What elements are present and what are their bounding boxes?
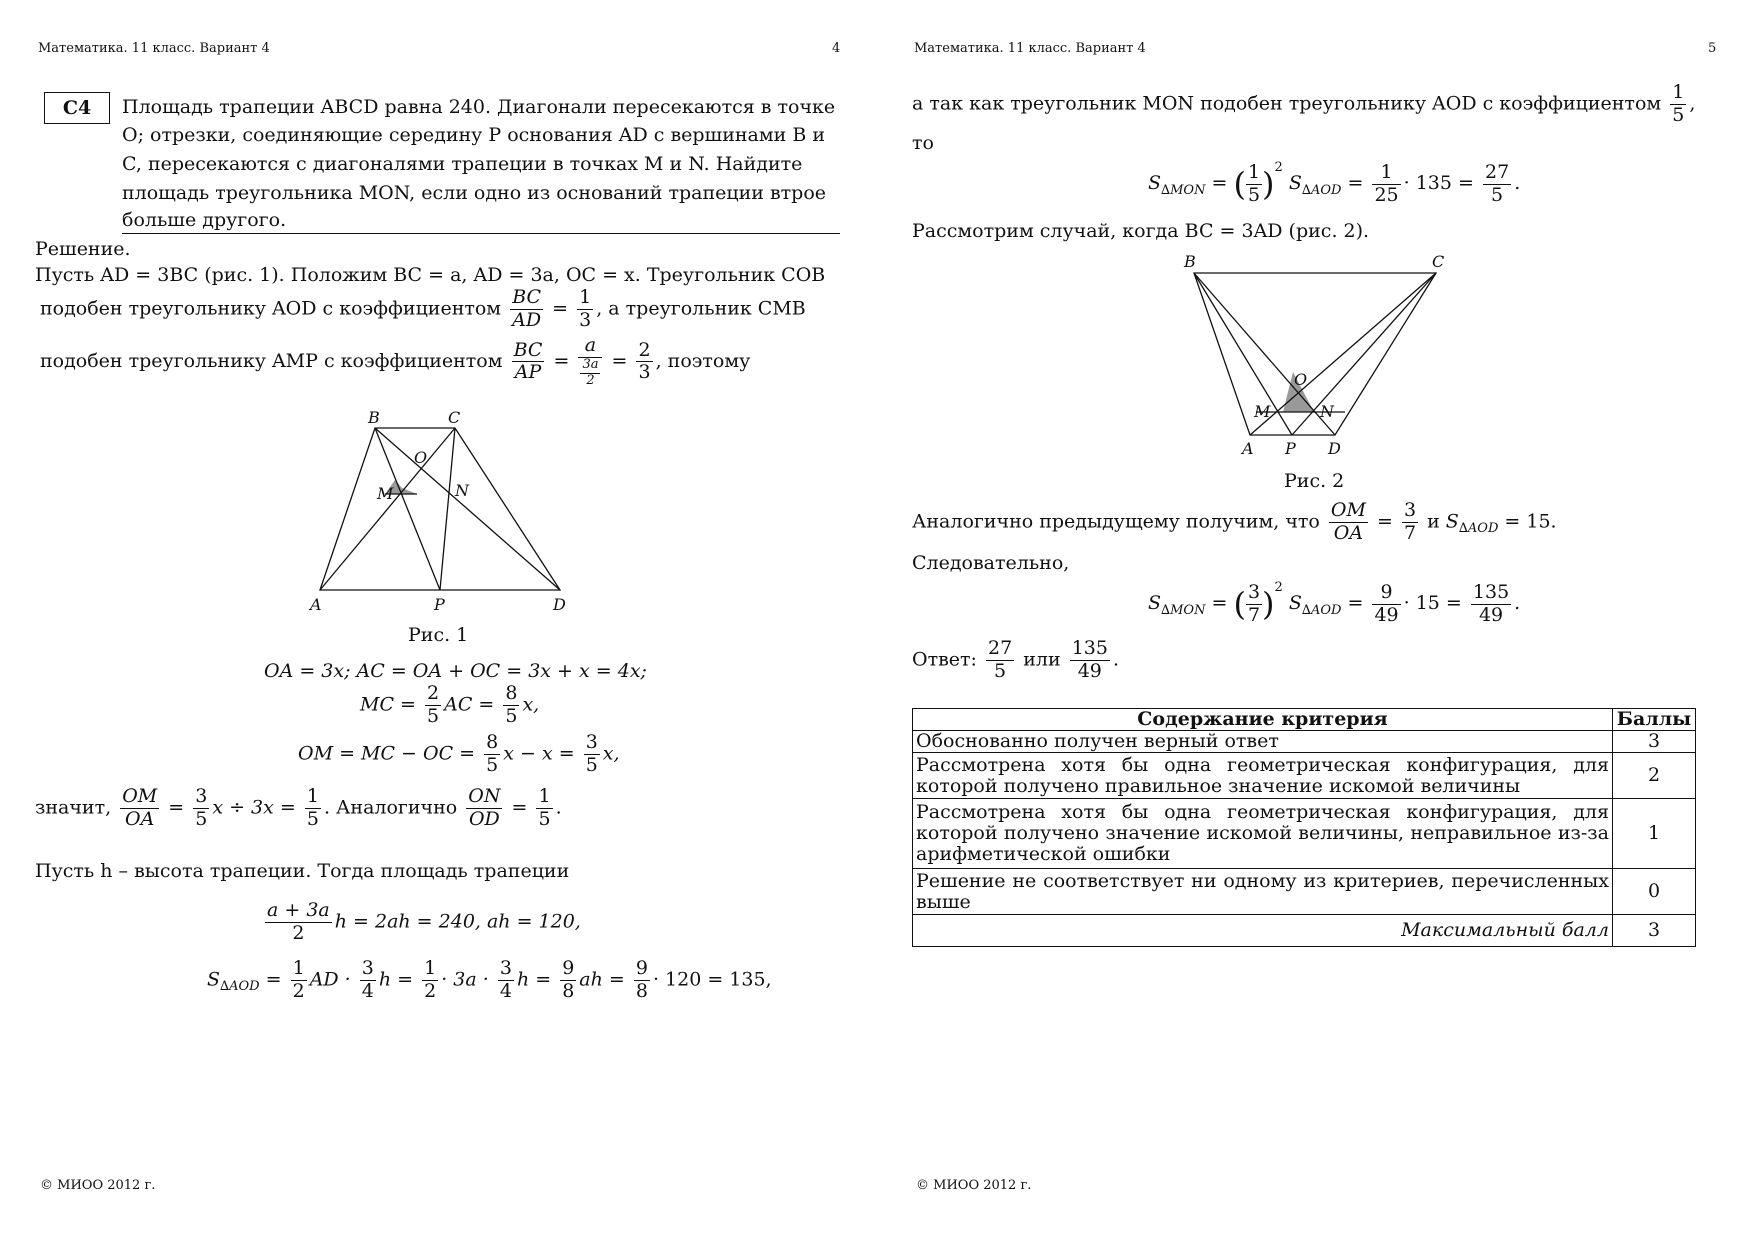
table-row [913, 753, 1696, 799]
solution-heading: Решение. [35, 238, 131, 260]
figure-1-trapezoid [300, 405, 590, 615]
fig1-label-p: P [434, 595, 445, 614]
answer-line: Ответ: $\frac{27}{5}$ или $\frac{135}{49}$ . [912, 637, 1119, 682]
right-footer: © МИОО 2012 г. [916, 1178, 1032, 1193]
task-line-4: площадь треугольника MON, если одно из оснований трапеции втрое [122, 182, 827, 204]
sol-line2-text-b: , а треугольник CMB [596, 297, 806, 320]
fig2-label-n: N [1320, 402, 1334, 421]
solution-line-1: Пусть AD = 3BC (рис. 1). Положим BC = a, AD = 3a, OC = x. Треугольник COB [35, 264, 826, 286]
frac-one-third: $\frac{1}{3}$ [579, 286, 592, 331]
formula-s-aod: $S_{\Delta AOD}$ = $\frac{1}{2}$ AD · $\frac{3}{4}$ h = $\frac{1}{2}$ · 3a · $\frac{3}{4}$ h = $\frac{9}{8}$ ah = $\frac{9}{8}$ · 120 = 135, [207, 957, 772, 1002]
max-score-label: Максимальный балл [913, 915, 1613, 947]
formula-mc: MC = $\frac{2}{5}$ AC = $\frac{8}{5}$ x, [360, 682, 540, 727]
criteria-header: Содержание критерия [913, 709, 1613, 731]
task-label: C4 [44, 92, 110, 124]
frac-bc-ap: $\frac{BC}{AP}$ [513, 338, 543, 384]
frac-a-over-3a2: $\frac{a}{\frac{3a}{2}}$ [578, 335, 602, 389]
frac-bc-ad: $\frac{BC}{AD}$ [512, 286, 542, 331]
formula-s-mon-2: $S_{\Delta MON}$ = ( $\frac{3}{7}$ )$^2$ $S_{\Delta AOD}$ = $\frac{9}{49}$ · 15 = $\frac{135}{49}$ . [1148, 580, 1521, 626]
right-line-1: а так как треугольник MON подобен треугольнику AOD с коэффициентом $\frac{1}{5}$ , [912, 81, 1696, 126]
fig1-label-b: B [368, 408, 380, 427]
left-footer: © МИОО 2012 г. [40, 1178, 156, 1193]
table-row [913, 731, 1696, 753]
consequently-line: Следовательно, [912, 552, 1070, 574]
formula-om: OM = MC − OC = $\frac{8}{5}$ x − x = $\frac{3}{5}$ x, [298, 731, 620, 776]
fig2-label-p: P [1285, 439, 1296, 458]
fig1-label-o: O [414, 448, 428, 467]
fig1-label-c: C [448, 408, 461, 427]
formula-s-mon-1: $S_{\Delta MON}$ = ( $\frac{1}{5}$ )$^2$ $S_{\Delta AOD}$ = $\frac{1}{25}$ · 135 = $\frac{27}{5}$ . [1148, 160, 1521, 206]
fig1-label-m: M [377, 484, 394, 503]
figure-2-trapezoid [1180, 248, 1450, 458]
formula-area: $\frac{a + 3a}{2}$ h = 2ah = 240, ah = 120, [267, 899, 581, 944]
criteria-text: Решение не соответствует ни одному из критериев, перечисленных выше [913, 869, 1613, 915]
frac-two-thirds: $\frac{2}{3}$ [638, 338, 651, 384]
criteria-points: 1 [1613, 799, 1696, 869]
solution-line-3: подобен треугольнику AMP с коэффициентом $\frac{BC}{AP}$ = $\frac{a}{\frac{3a}{2}}$ = $\frac{2}{3}$ , поэтому [40, 334, 751, 388]
left-page-number: 4 [832, 41, 841, 56]
analog-line: Аналогично предыдущему получим, что $\frac{OM}{OA}$ = $\frac{3}{7}$ и $S_{\Delta AOD} = 15$. [912, 499, 1557, 544]
fig1-label-a: A [310, 595, 322, 614]
figure-1-caption: Рис. 1 [408, 624, 469, 646]
height-line: Пусть h – высота трапеции. Тогда площадь трапеции [35, 860, 570, 882]
formula-ratio: значит, $\frac{OM}{OA}$ = $\frac{3}{5}$ x ÷ 3x = $\frac{1}{5}$ . Аналогично $\frac{ON}{OD}$ = $\frac{1}{5}$ . [35, 785, 562, 830]
fig1-label-n: N [455, 481, 469, 500]
fig2-label-m: M [1254, 402, 1271, 421]
max-score-value: 3 [1613, 915, 1696, 947]
task-line-2: O; отрезки, соединяющие середину P основания AD с вершинами B и [122, 124, 826, 146]
table-row [913, 799, 1696, 869]
criteria-table [912, 708, 1696, 947]
case-2-line: Рассмотрим случай, когда BC = 3AD (рис. 2). [912, 220, 1370, 242]
criteria-table-header [913, 709, 1696, 731]
sol-line3-text-b: , поэтому [655, 349, 751, 372]
left-header-title: Математика. 11 класс. Вариант 4 [38, 41, 270, 56]
formula-oa: OA = 3x; AC = OA + OC = 3x + x = 4x; [264, 660, 647, 682]
right-page-number: 5 [1708, 41, 1717, 56]
task-divider [122, 233, 840, 234]
fig2-label-c: C [1432, 252, 1445, 271]
fig1-label-d: D [553, 595, 566, 614]
points-header: Баллы [1613, 709, 1696, 731]
table-row [913, 869, 1696, 915]
sol-line2-text-a: подобен треугольнику AOD с коэффициентом [40, 297, 502, 320]
fig2-label-o: O [1294, 370, 1308, 389]
right-line-to: то [912, 132, 934, 154]
criteria-points: 3 [1613, 731, 1696, 753]
fig2-label-b: B [1184, 252, 1196, 271]
criteria-points: 0 [1613, 869, 1696, 915]
table-row-max [913, 915, 1696, 947]
criteria-text: Рассмотрена хотя бы одна геометрическая конфигурация, для которой получено правильное значение искомой величины [913, 753, 1613, 799]
sol-line3-text-a: подобен треугольнику AMP с коэффициентом [40, 349, 503, 372]
task-line-1: Площадь трапеции ABCD равна 240. Диагонали пересекаются в точке [122, 96, 836, 118]
figure-2-caption: Рис. 2 [1284, 470, 1345, 492]
criteria-points: 2 [1613, 753, 1696, 799]
right-header-title: Математика. 11 класс. Вариант 4 [914, 41, 1146, 56]
criteria-text: Обоснованно получен верный ответ [913, 731, 1613, 753]
task-line-5: больше другого. [122, 209, 287, 231]
fig2-label-a: A [1242, 439, 1254, 458]
fig2-label-d: D [1328, 439, 1341, 458]
criteria-text: Рассмотрена хотя бы одна геометрическая конфигурация, для которой получено значение искомой величины, неправильное из-за арифметической ошибки [913, 799, 1613, 869]
solution-line-2: подобен треугольнику AOD с коэффициентом $\frac{BC}{AD}$ = $\frac{1}{3}$ , а треугольник CMB [40, 286, 806, 331]
task-line-3: C, пересекаются с диагоналями трапеции в точках M и N. Найдите [122, 153, 803, 175]
